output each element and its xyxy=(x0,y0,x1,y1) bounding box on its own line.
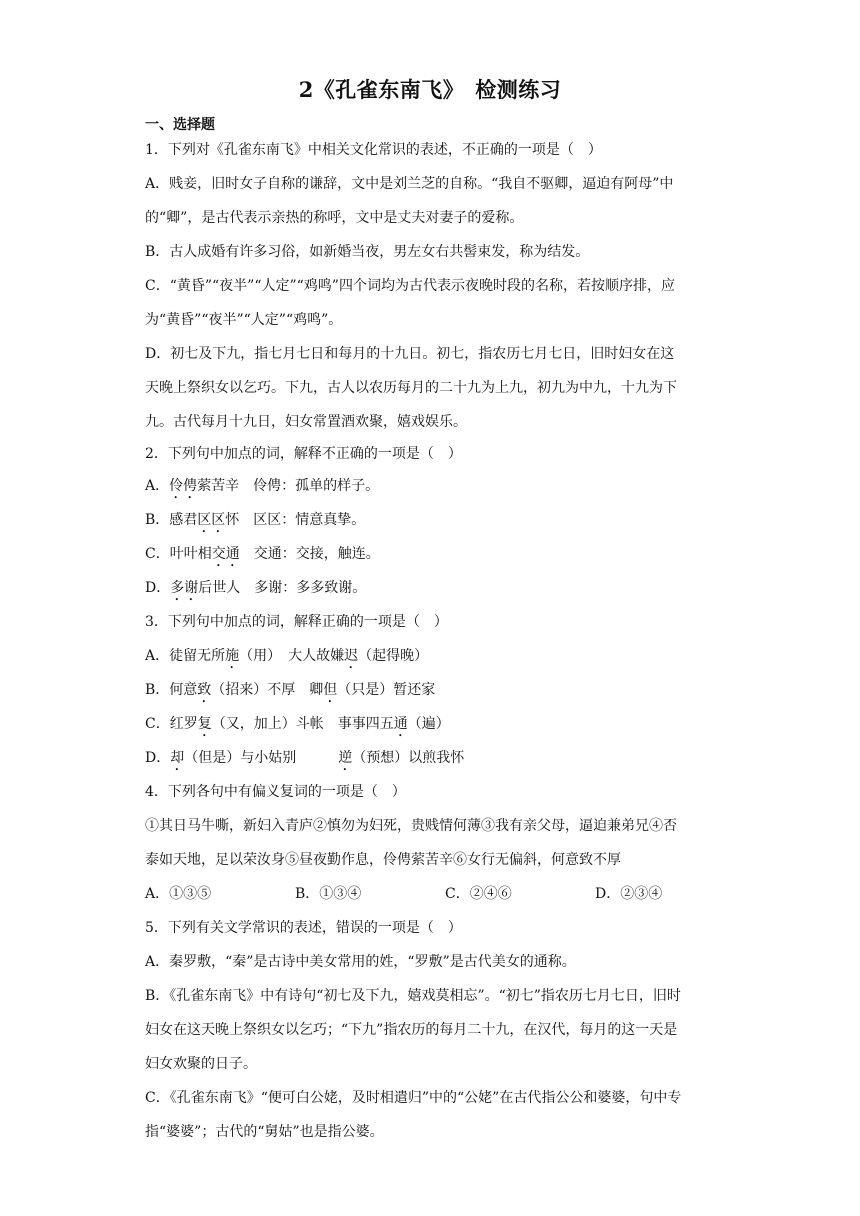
q3-option-b xyxy=(145,680,717,706)
option-label: A． xyxy=(145,478,170,494)
dotted-word: 通 xyxy=(393,716,408,732)
question-3-stem: 3．下列句中加点的词，解释正确的一项是（ ） xyxy=(145,614,448,630)
option-text: A．徒留无所 xyxy=(145,648,226,664)
option-text: B．何意 xyxy=(145,682,198,698)
option-label: C．叶叶相 xyxy=(145,546,212,562)
option-text: C．红罗 xyxy=(145,716,198,732)
q4-sentences-line-1: ①其日马牛嘶，新妇入青庐②慎勿为妇死，贵贱情何薄③我有亲父母，逼迫兼弟兄④否 xyxy=(145,818,677,834)
q5-option-c-line-2: 指“婆婆”；古代的“舅姑”也是指公婆。 xyxy=(145,1124,384,1140)
q4-option-b: B．①③④ xyxy=(295,886,362,902)
dotted-word: 区区 xyxy=(197,512,226,528)
question-1-stem: 1．下列对《孔雀东南飞》中相关文化常识的表述，不正确的一项是（ ） xyxy=(145,142,602,158)
dotted-word: 伶俜 xyxy=(169,478,198,494)
dotted-word: 逆 xyxy=(338,750,353,766)
question-5-stem: 5．下列有关文学常识的表述，错误的一项是（ ） xyxy=(145,920,462,936)
q5-option-b-line-1: B．《孔雀东南飞》中有诗句“初七及下九，嬉戏莫相忘”。“初七”指农历七月七日，旧时 xyxy=(145,988,681,1004)
option-text: （招来）不厚 卿 xyxy=(211,682,324,698)
q1-option-a-line-1: A．贱妾，旧时女子自称的谦辞，文中是刘兰芝的自称。“我自不驱卿，逼迫有阿母”中 xyxy=(145,176,674,192)
option-text: 后世人 多谢：多多致谢。 xyxy=(198,580,367,596)
question-4-stem: 4．下列各句中有偏义复词的一项是（ ） xyxy=(145,784,406,800)
q1-option-d-line-3: 九。古代每月十九日，妇女常置酒欢聚，嬉戏娱乐。 xyxy=(145,414,467,430)
option-text: （又，加上）斗帐 事事四五 xyxy=(211,716,394,732)
option-text: D． xyxy=(145,750,171,766)
q5-option-b-line-3: 妇女欢聚的日子。 xyxy=(145,1056,257,1072)
option-text: （遍） xyxy=(407,716,450,732)
q5-option-c-line-1: C．《孔雀东南飞》“便可白公姥，及时相遣归”中的“公姥”在古代指公公和婆婆，句中专 xyxy=(145,1090,682,1106)
q4-option-c: C．②④⑥ xyxy=(445,886,512,902)
option-text: （预想）以煎我怀 xyxy=(352,750,465,766)
q1-option-a-line-2: 的“卿”，是古代表示亲热的称呼，文中是丈夫对妻子的爱称。 xyxy=(145,210,524,226)
q2-option-a xyxy=(145,476,717,502)
q3-option-a xyxy=(145,646,717,672)
q4-sentences-line-2: 泰如天地，足以荣汝身⑤昼夜勤作息，伶俜萦苦辛⑥女行无偏斜，何意致不厚 xyxy=(145,852,621,868)
dotted-word: 复 xyxy=(197,716,212,732)
question-2-stem: 2．下列句中加点的词，解释不正确的一项是（ ） xyxy=(145,446,462,462)
dotted-word: 但 xyxy=(323,682,338,698)
q2-option-b xyxy=(145,510,717,536)
option-text: （起得晚） xyxy=(358,648,429,664)
dotted-word: 多谢 xyxy=(170,580,199,596)
q3-option-c xyxy=(145,714,717,740)
q4-option-a: A．①③⑤ xyxy=(145,886,212,902)
q1-option-c-line-2: 为“黄昏”“夜半”“人定”“鸡鸣”。 xyxy=(145,312,343,328)
option-text: （但是）与小姑别 xyxy=(184,750,339,766)
q5-option-a: A．秦罗敷，“秦”是古诗中美女常用的姓，“罗敷”是古代美女的通称。 xyxy=(145,954,576,970)
page-title: 2《孔雀东南飞》 检测练习 xyxy=(298,77,562,102)
section-heading: 一、选择题 xyxy=(145,117,215,133)
option-text: （用） 大人故嫌 xyxy=(239,648,345,664)
dotted-word: 交通 xyxy=(211,546,240,562)
q1-option-d-line-1: D．初七及下九，指七月七日和每月的十九日。初七，指农历七月七日，旧时妇女在这 xyxy=(145,346,675,362)
q4-option-d: D．②③④ xyxy=(595,886,663,902)
dotted-word: 致 xyxy=(197,682,212,698)
q2-option-c xyxy=(145,544,717,570)
dotted-word: 施 xyxy=(225,648,240,664)
option-text: 萦苦辛 伶俜：孤单的样子。 xyxy=(197,478,380,494)
option-text: （只是）暂还家 xyxy=(337,682,436,698)
dotted-word: 却 xyxy=(170,750,185,766)
q2-option-d xyxy=(145,578,717,604)
q1-option-c-line-1: C．“黄昏”“夜半”“人定”“鸡鸣”四个词均为古代表示夜晚时段的名称，若按顺序排，应 xyxy=(145,278,675,294)
option-label: B．感君 xyxy=(145,512,198,528)
dotted-word: 迟 xyxy=(344,648,359,664)
q1-option-b: B．古人成婚有许多习俗，如新婚当夜，男左女右共髻束发，称为结发。 xyxy=(145,244,590,260)
q5-option-b-line-2: 妇女在这天晚上祭织女以乞巧；“下九”指农历的每月二十九，在汉代，每月的这一天是 xyxy=(145,1022,678,1038)
q1-option-d-line-2: 天晚上祭织女以乞巧。下九，古人以农历每月的二十九为上九，初九为中九，十九为下 xyxy=(145,380,677,396)
option-label: D． xyxy=(145,580,171,596)
option-text: 交通：交接，触连。 xyxy=(239,546,380,562)
q3-option-d xyxy=(145,748,717,774)
option-text: 怀 区区：情意真挚。 xyxy=(225,512,366,528)
